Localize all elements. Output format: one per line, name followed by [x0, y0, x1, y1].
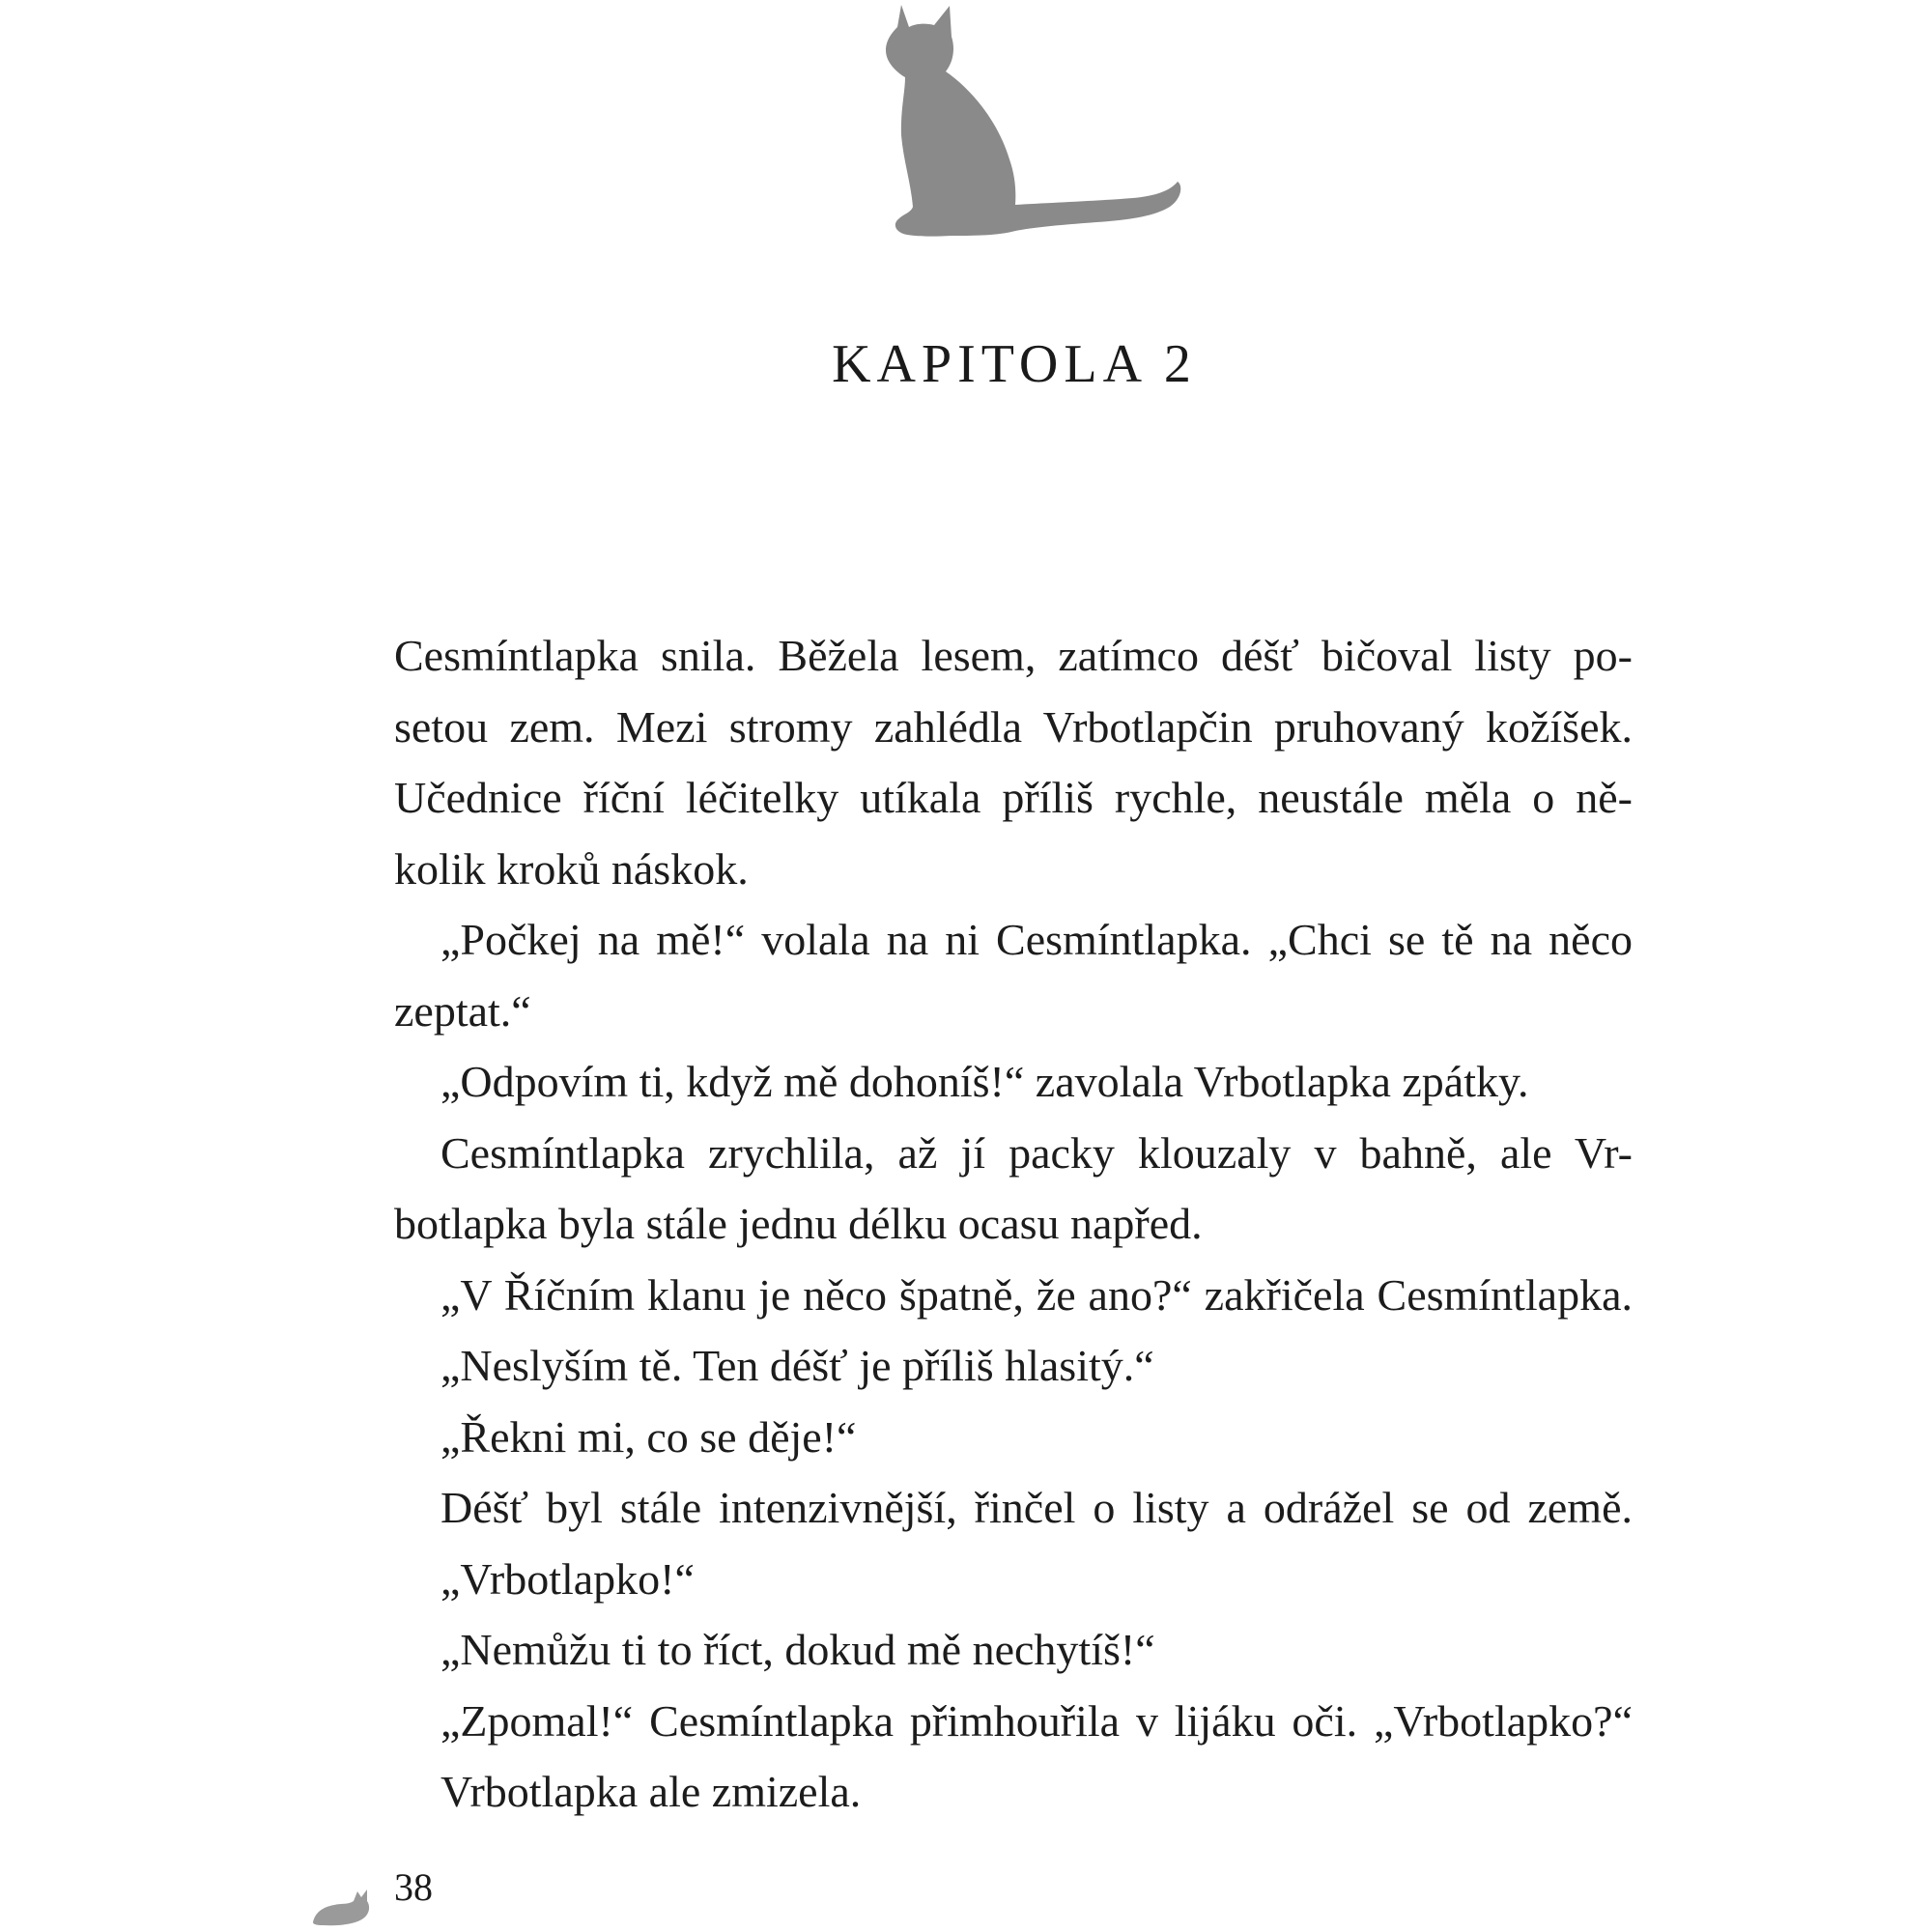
- text-line: Vrbotlapka ale zmizela.: [440, 1767, 862, 1816]
- text-line: Cesmíntlapka snila. Běžela lesem, zatímco déšť bičoval listy po-: [394, 631, 1633, 680]
- page-number: 38: [394, 1865, 433, 1909]
- cat-silhouette-icon: [874, 0, 1183, 246]
- footer-cat-icon: [309, 1884, 377, 1927]
- text-line: zeptat.“: [394, 985, 531, 1036]
- text-line: „Počkej na mě!“ volala na ni Cesmíntlapka. „Chci se tě na něco: [440, 915, 1633, 964]
- text-line: Déšť byl stále intenzivnější, řinčel o listy a odrážel se od země.: [440, 1483, 1633, 1532]
- text-line: „Nemůžu ti to říct, dokud mě nechytíš!“: [440, 1625, 1155, 1674]
- text-line: Cesmíntlapka zrychlila, až jí packy klouzaly v bahně, ale Vr-: [440, 1127, 1633, 1178]
- text-line: kolik kroků náskok.: [394, 843, 749, 894]
- text-line: „Zpomal!“ Cesmíntlapka přimhouřila v lijáku oči. „Vrbotlapko?“: [440, 1695, 1633, 1746]
- text-line: „Vrbotlapko!“: [440, 1553, 695, 1604]
- chapter-title: KAPITOLA 2: [832, 334, 1197, 394]
- text-line: „V Říčním klanu je něco špatně, že ano?“ zakřičela Cesmíntlapka.: [440, 1269, 1633, 1320]
- text-line: botlapka byla stále jednu délku ocasu napřed.: [394, 1199, 1203, 1248]
- text-line: „Neslyším tě. Ten déšť je příliš hlasitý.“: [440, 1341, 1154, 1390]
- chapter-body: [394, 620, 1633, 1828]
- text-line: Učednice říční léčitelky utíkala příliš rychle, neustále měla o ně-: [394, 773, 1633, 822]
- text-line: „Odpovím ti, když mě dohoníš!“ zavolala Vrbotlapka zpátky.: [440, 1057, 1529, 1106]
- text-line: „Řekni mi, co se děje!“: [440, 1411, 857, 1462]
- text-line: setou zem. Mezi stromy zahlédla Vrbotlapčin pruhovaný kožíšek.: [394, 701, 1633, 752]
